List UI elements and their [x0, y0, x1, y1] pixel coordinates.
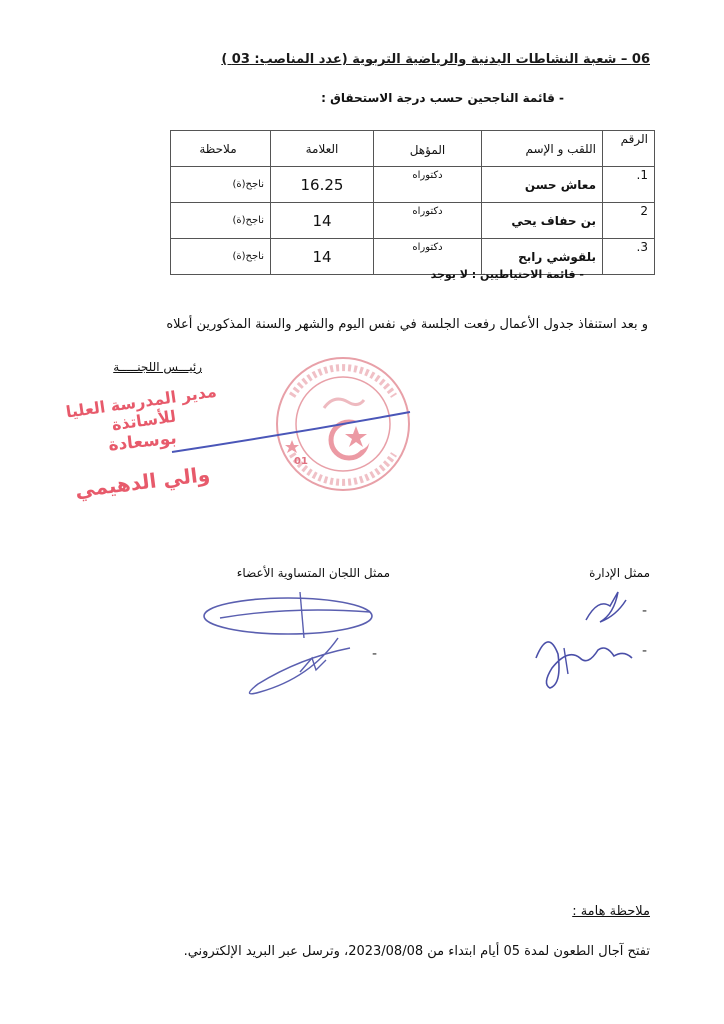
row-score: 16.25 [271, 167, 374, 203]
header-score: العلامة [271, 131, 374, 167]
section-title [221, 52, 650, 67]
row-note: ناجح(ة) [171, 203, 271, 239]
important-note-body: تفتح آجال الطعون لمدة 05 أيام ابتداء من 2023/08/08، وترسل عبر البريد الإلكتروني. [183, 944, 650, 959]
admin-dash-1: - [642, 603, 648, 619]
row-name: معاش حسن [482, 167, 603, 203]
admin-dash-2: - [642, 643, 648, 659]
stamp-director-name: والي الدهيمي [73, 461, 212, 503]
row-qualification: دكتوراه [374, 203, 482, 239]
admin-signature [528, 588, 648, 698]
reserves-list: - قائمة الاحتياطيين : لا يوجد [430, 268, 584, 281]
closing-statement: و بعد استنفاذ جدول الأعمال رفعت الجلسة في نفس اليوم والشهر والسنة المذكورين أعلاه [166, 317, 648, 332]
table-header-row [171, 131, 655, 167]
row-name: بن حفاف يحي [482, 203, 603, 239]
header-number: الرقم [603, 131, 655, 167]
row-note: ناجح(ة) [171, 239, 271, 275]
row-score: 14 [271, 239, 374, 275]
stamp-director-title: مدير المدرسة العليا للأساتذة [64, 381, 218, 435]
stamp-city: بوسعادة [107, 428, 178, 456]
header-note: ملاحظة [171, 131, 271, 167]
row-number: 1. [603, 167, 655, 203]
row-note: ناجح(ة) [171, 167, 271, 203]
header-qualification: المؤهل [374, 131, 482, 167]
row-score: 14 [271, 203, 374, 239]
row-name: بلقوشي رابح [482, 239, 603, 275]
seal-number: 01 [294, 456, 308, 467]
row-qualification: دكتوراه [374, 239, 482, 275]
table-row [171, 167, 655, 203]
results-table [170, 130, 655, 275]
table-row [171, 203, 655, 239]
row-qualification: دكتوراه [374, 167, 482, 203]
header-name: اللقب و الإسم [482, 131, 603, 167]
commission-representative-label: ممثل اللجان المتساوية الأعضاء [236, 566, 390, 580]
row-number: 2 [603, 203, 655, 239]
commission-signature [200, 588, 380, 698]
admin-representative-label: ممثل الإدارة [589, 566, 650, 580]
row-number: 3. [603, 239, 655, 275]
commission-dash: - [372, 646, 378, 662]
winners-list-heading: - قائمة الناجحين حسب درجة الاستحقاق : [321, 91, 564, 105]
important-note-title: ملاحظة هامة : [572, 904, 650, 919]
committee-chair-label: رئيـــس اللجنـــــة [113, 360, 202, 374]
section-title-text: 06 – شعبة النشاطات البدنية والرياضية التربوية (عدد المناصب: 03 ) [221, 52, 650, 67]
